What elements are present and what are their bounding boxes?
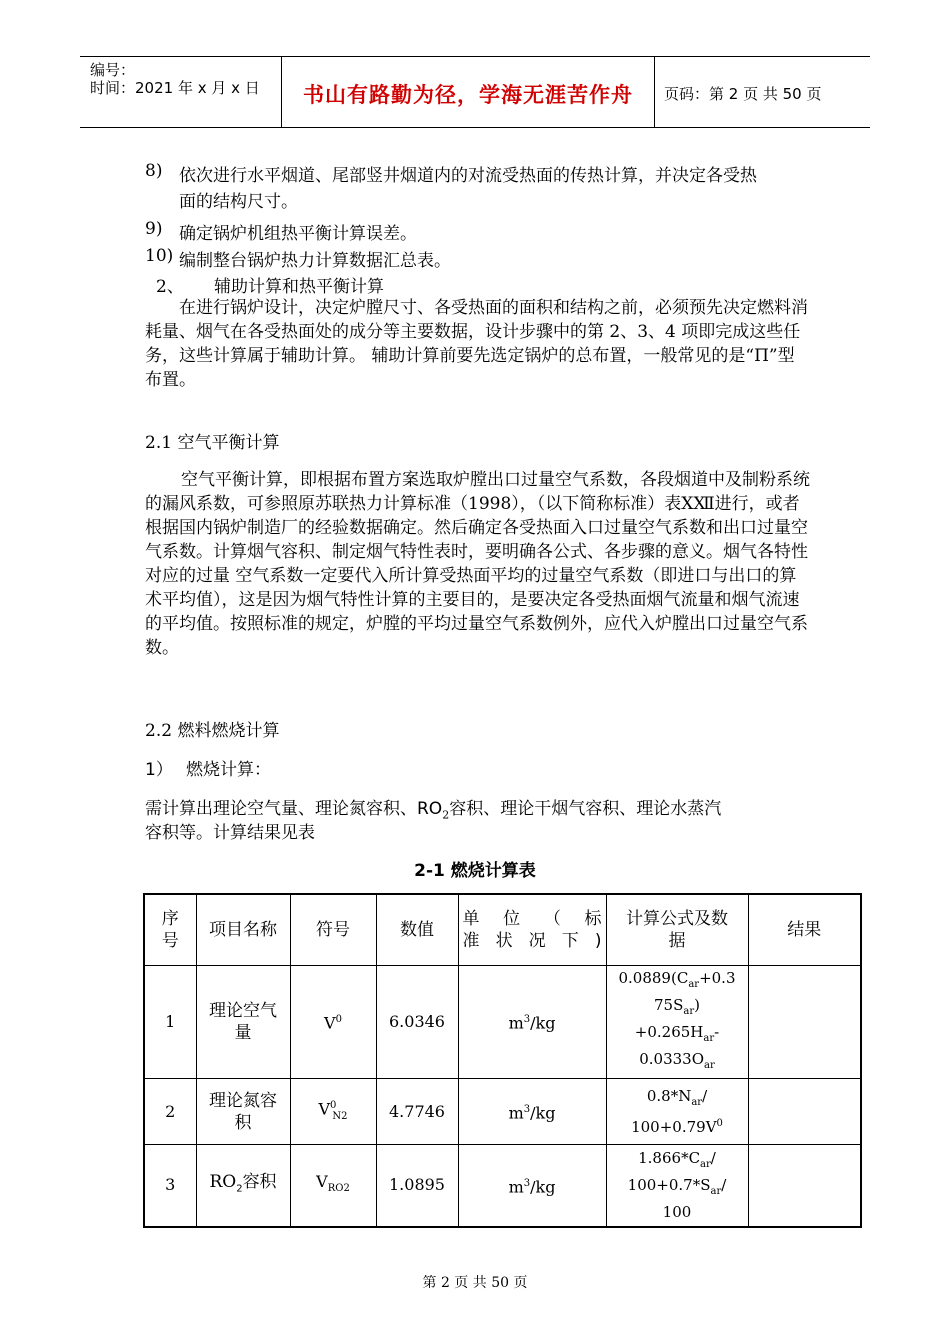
step-number: 10): [145, 246, 174, 266]
page-header: [80, 56, 870, 128]
cell-no: 1: [144, 966, 196, 1079]
cell-name: $RO_2$容积: [196, 1145, 290, 1227]
cell-symbol: $V_{RO2}$: [290, 1145, 376, 1227]
header-value: 数值: [376, 894, 458, 966]
section-heading: 2.2 燃料燃烧计算: [145, 721, 280, 741]
header-page-info: 页码：第 2 页 共 50 页: [664, 85, 822, 103]
body-text: 容积等。计算结果见表: [145, 823, 315, 843]
table-row: [144, 1145, 861, 1227]
header-formula: 计算公式及数 据: [606, 894, 748, 966]
cell-no: 2: [144, 1079, 196, 1145]
subsection-number: 1）: [145, 760, 173, 780]
cell-result: [748, 1145, 861, 1227]
header-result: 结果: [748, 894, 861, 966]
body-text: 需计算出理论空气量、理论氮容积、$RO_2$容积、理论干烟气容积、理论水蒸汽: [145, 799, 722, 822]
table-header-row: [144, 894, 861, 966]
section-heading: 2.1 空气平衡计算: [145, 433, 280, 453]
cell-symbol: $V^0_{N2}$: [290, 1079, 376, 1145]
cell-formula: $0.0889(C_{ar}+0.3$ $75S_{ar}$) $+0.265H_{ar}-$ $0.0333O_{ar}$: [606, 966, 748, 1079]
cell-name: 理论氮容 积: [196, 1079, 290, 1145]
cell-formula: $1.866*C_{ar}/$ $100+0.7*S_{ar}/$ 100: [606, 1145, 748, 1227]
cell-no: 3: [144, 1145, 196, 1227]
header-divider: [654, 57, 655, 127]
cell-name: 理论空气 量: [196, 966, 290, 1079]
section-heading: 辅助计算和热平衡计算: [214, 277, 384, 297]
cell-formula: $0.8*N_{ar}/$ $100+0.79V^0$: [606, 1079, 748, 1145]
cell-symbol: $V^0$: [290, 966, 376, 1079]
cell-result: [748, 966, 861, 1079]
step-text: 确定锅炉机组热平衡计算误差。: [179, 224, 417, 244]
header-symbol: 符号: [290, 894, 376, 966]
page-footer: 第 2 页 共 50 页: [422, 1275, 528, 1291]
cell-value: 4.7746: [376, 1079, 458, 1145]
table-caption: 2-1 燃烧计算表: [414, 861, 536, 881]
section-number: 2、: [156, 277, 184, 297]
cell-value: 6.0346: [376, 966, 458, 1079]
cell-result: [748, 1079, 861, 1145]
cell-unit: $m^3/kg$: [458, 1145, 606, 1227]
cell-value: 1.0895: [376, 1145, 458, 1227]
section-paragraph: 空气平衡计算，即根据布置方案选取炉膛出口过量空气系数，各段烟道中及制粉系统的漏风系数，可参照原苏联热力计算标准（1998），（以下简称标准）表ⅩⅫ进行，或者根据国内锅炉制造厂的经验数据确定。然后确定各受热面入口过量空气系数和出口过量空气系数。计算烟气容积、制定烟气特性表时，要明确各公式、各步骤的意义。烟气各特性对应的过量 空气系数一定要代入所计算受热面平均的过量空气系数（即进口与出口的算术平均值），这是因为烟气特性计算的主要目的，是要决定各受热面烟气流量和烟气流速的平均值。按照标准的规定，炉膛的平均过量空气系数例外，应代入炉膛出口过量空气系数。: [145, 470, 810, 658]
table-row: [144, 1079, 861, 1145]
combustion-table: [143, 893, 862, 1228]
step-number: 9): [145, 219, 163, 239]
step-text: 依次进行水平烟道、尾部竖井烟道内的对流受热面的传热计算，并决定各受热: [179, 166, 757, 186]
header-motto: 书山有路勤为径，学海无涯苦作舟: [303, 83, 633, 107]
header-name: 项目名称: [196, 894, 290, 966]
header-unit: 单位（标 准状况下): [458, 894, 606, 966]
cell-unit: $m^3/kg$: [458, 1079, 606, 1145]
cell-unit: $m^3/kg$: [458, 966, 606, 1079]
code-label: 编号：: [90, 61, 136, 79]
step-text: 面的结构尺寸。: [179, 192, 298, 212]
header-meta: [90, 61, 260, 97]
header-no: 序 号: [144, 894, 196, 966]
subsection-heading: 燃烧计算：: [186, 760, 271, 780]
table-row: [144, 966, 861, 1079]
section-paragraph: 在进行锅炉设计，决定炉膛尺寸、各受热面的面积和结构之前，必须预先决定燃料消耗量、烟气在各受热面处的成分等主要数据，设计步骤中的第 2、3、4 项即完成这些任务，这些计算属于辅助计算。 辅助计算前要先选定锅炉的总布置，一般常见的是“Π”型布置。: [145, 298, 808, 390]
time-label: 时间：2021 年 x 月 x 日: [90, 79, 260, 97]
step-number: 8): [145, 161, 163, 181]
step-text: 编制整台锅炉热力计算数据汇总表。: [179, 251, 451, 271]
